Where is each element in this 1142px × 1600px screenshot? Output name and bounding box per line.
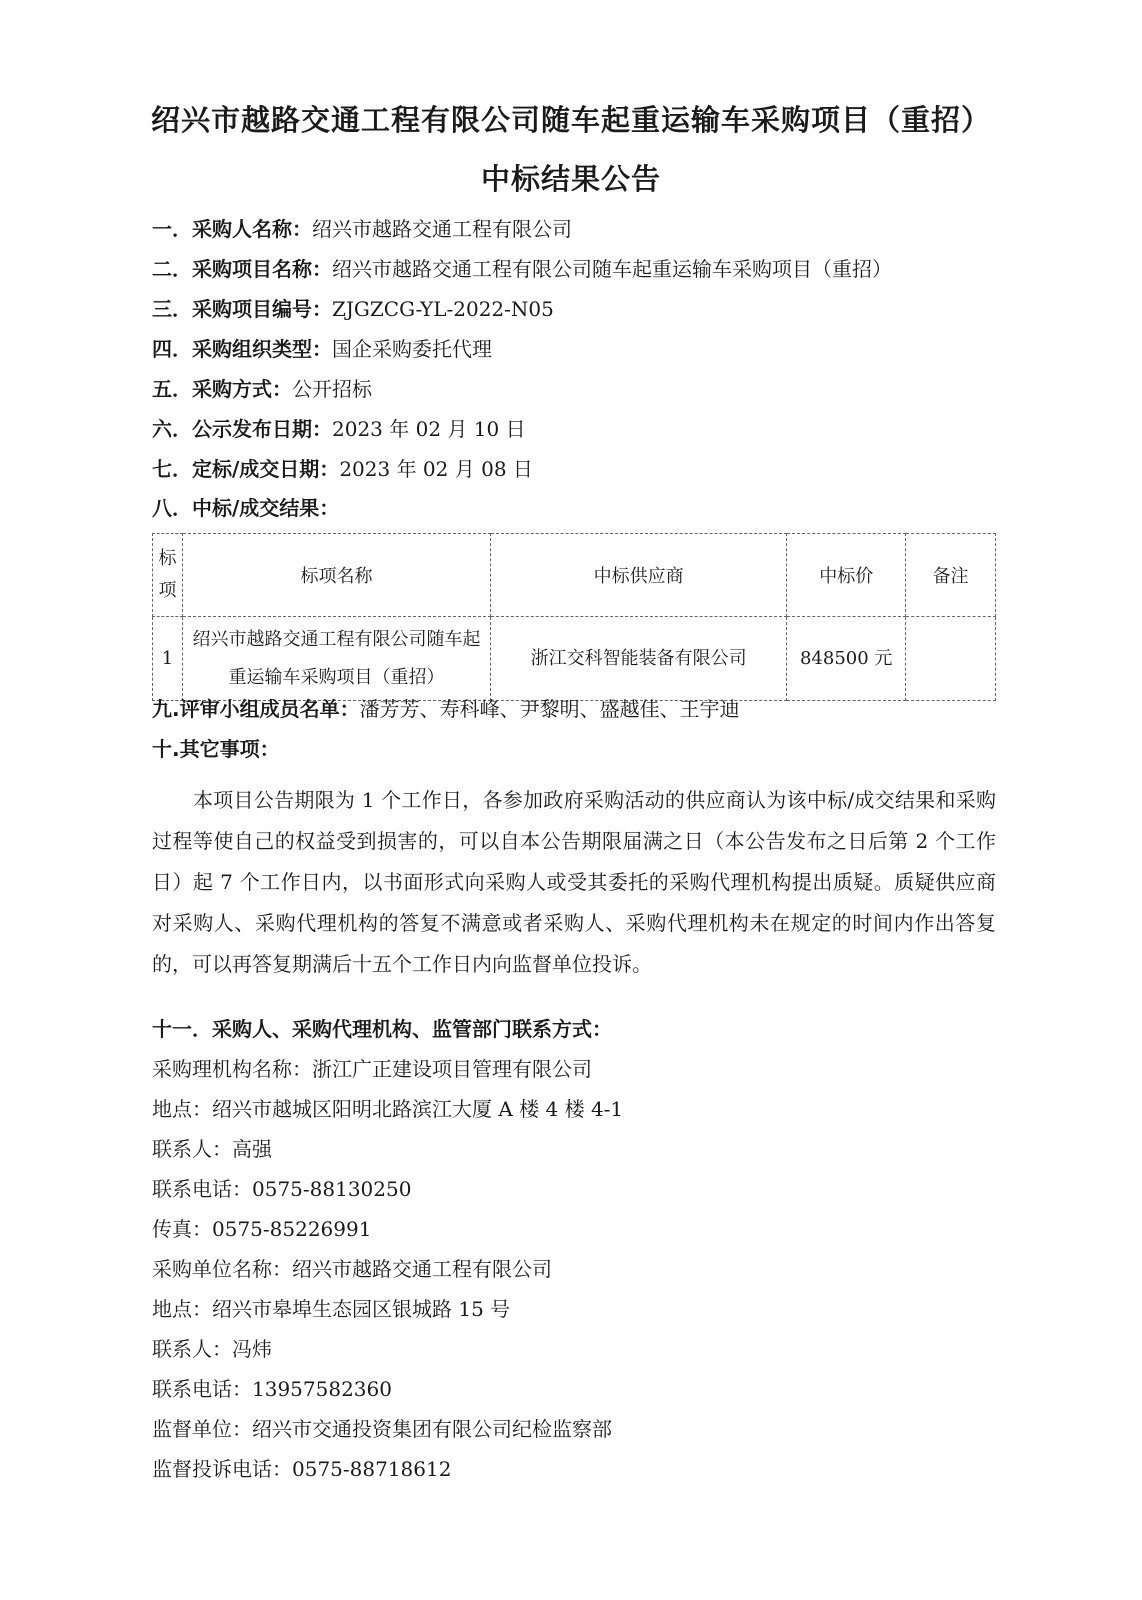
contacts-heading: 十一．采购人、采购代理机构、监管部门联系方式： [152, 1017, 612, 1041]
field-label: 五．采购方式： [152, 377, 292, 401]
contact-line: 联系电话：0575-88130250 [152, 1177, 412, 1201]
contact-line: 监督单位：绍兴市交通投资集团有限公司纪检监察部 [152, 1417, 612, 1441]
contact-line: 采购理机构名称：浙江广正建设项目管理有限公司 [152, 1057, 592, 1081]
project-name-line [152, 253, 892, 282]
award-result-heading [152, 492, 339, 521]
header-cell-lot-name: 标项名称 [182, 534, 490, 617]
field-value: 国企采购委托代理 [332, 337, 492, 361]
publish-date-line [152, 413, 526, 442]
other-matters-heading [152, 733, 280, 762]
cell-lot-number: 1 [153, 617, 183, 701]
field-label: 三．采购项目编号： [152, 297, 332, 321]
field-value: 潘芳芳、寿科峰、尹黎明、盛越佳、王宇迪 [359, 697, 740, 721]
field-label: 十.其它事项： [152, 737, 280, 761]
cell-price: 848500 元 [787, 617, 906, 701]
field-label: 九.评审小组成员名单： [152, 697, 360, 721]
table-header-row [153, 534, 996, 617]
cell-lot-name: 绍兴市越路交通工程有限公司随车起重运输车采购项目（重招） [182, 617, 490, 701]
project-number-line [152, 293, 554, 322]
field-value: 绍兴市越路交通工程有限公司随车起重运输车采购项目（重招） [332, 257, 892, 281]
field-value: 绍兴市越路交通工程有限公司 [312, 217, 572, 241]
purchaser-name-line [152, 213, 572, 242]
procurement-method-line [152, 373, 372, 402]
organization-type-line [152, 333, 492, 362]
field-label: 六．公示发布日期： [152, 417, 332, 441]
field-label: 四．采购组织类型： [152, 337, 332, 361]
contact-line: 联系电话：13957582360 [152, 1377, 392, 1401]
field-label: 一．采购人名称： [152, 217, 312, 241]
header-cell-lot: 标项 [153, 534, 183, 617]
header-cell-remark: 备注 [906, 534, 996, 617]
document-subtitle: 中标结果公告 [480, 162, 661, 196]
contact-line: 联系人：冯炜 [152, 1337, 272, 1361]
field-label: 八．中标/成交结果： [152, 496, 340, 520]
cell-supplier: 浙江交科智能装备有限公司 [490, 617, 786, 701]
table-row [153, 617, 996, 701]
document-title: 绍兴市越路交通工程有限公司随车起重运输车采购项目（重招） [150, 103, 991, 137]
award-date-line [152, 453, 533, 482]
field-value: 2023 年 02 月 10 日 [332, 417, 526, 441]
contact-line: 联系人：高强 [152, 1137, 272, 1161]
contact-line: 监督投诉电话：0575-88718612 [152, 1457, 452, 1481]
other-matters-paragraph: 本项目公告期限为 1 个工作日，各参加政府采购活动的供应商认为该中标/成交结果和采购过程等使自己的权益受到损害的，可以自本公告期限届满之日（本公告发布之日后第 2 个工作日）起 7 个工作日内，以书面形式向采购人或受其委托的采购代理机构提出质疑。质疑供应商对采购人、采购代理机构的答复不满意或者采购人、采购代理机构未在规定的时间内作出答复的，可以再答复期满后十五个工作日内向监督单位投诉。 [152, 788, 996, 976]
contact-line: 地点：绍兴市越城区阳明北路滨江大厦 A 楼 4 楼 4-1 [152, 1097, 624, 1121]
header-cell-supplier: 中标供应商 [490, 534, 786, 617]
field-value: ZJGZCG-YL-2022-N05 [332, 297, 554, 321]
contact-line: 传真：0575-85226991 [152, 1217, 372, 1241]
field-label: 二．采购项目名称： [152, 257, 332, 281]
contact-line: 采购单位名称：绍兴市越路交通工程有限公司 [152, 1257, 552, 1281]
contact-line: 地点：绍兴市皋埠生态园区银城路 15 号 [152, 1297, 511, 1321]
field-label: 七．定标/成交日期： [152, 457, 340, 481]
field-value: 2023 年 02 月 08 日 [339, 457, 533, 481]
cell-remark [906, 617, 996, 701]
field-value: 公开招标 [292, 377, 372, 401]
header-cell-price: 中标价 [787, 534, 906, 617]
reviewers-line [152, 693, 740, 722]
award-result-table [152, 533, 996, 701]
